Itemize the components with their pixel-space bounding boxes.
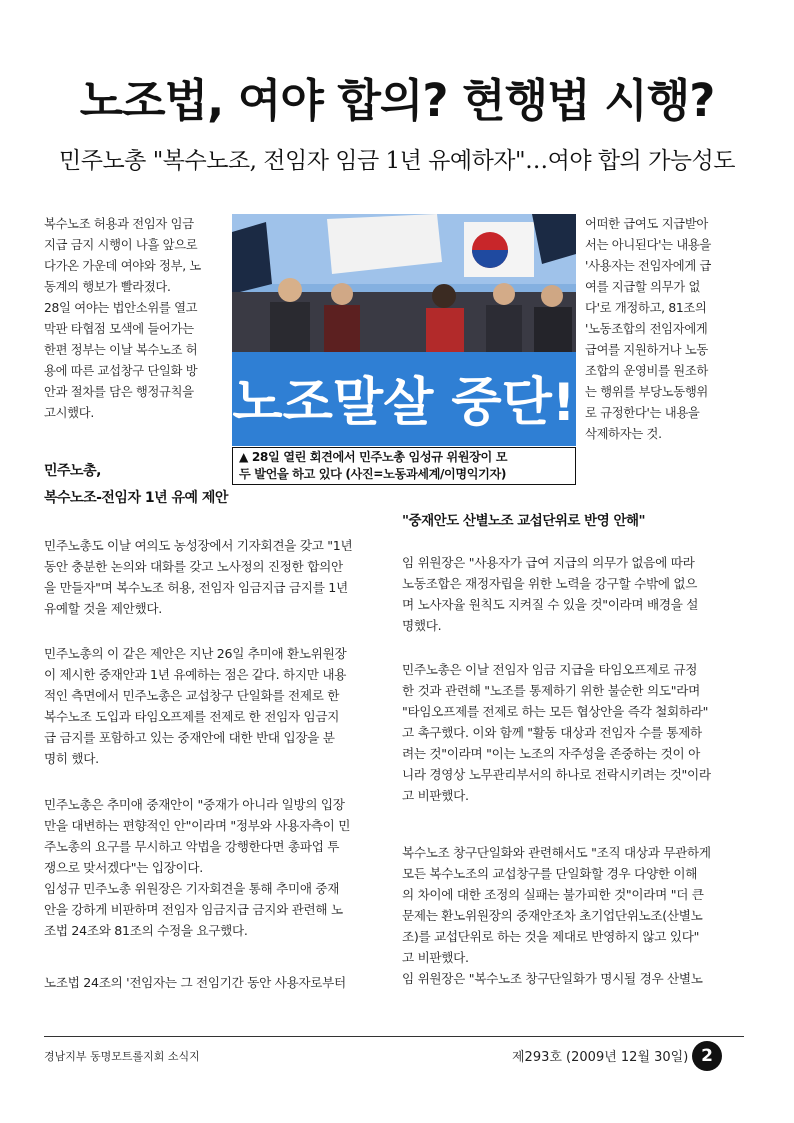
section-heading-mediation: "중재안도 산별노조 교섭단위로 반영 안해" [402, 513, 646, 529]
photo-caption: ▲ 28일 열린 회견에서 민주노총 임성규 위원장이 모 두 발언을 하고 있다 (사진=노동과세계/이명익기자) [232, 447, 576, 485]
page-number: 2 [692, 1041, 722, 1071]
footer-issue: 제293호 (2009년 12월 30일) [512, 1050, 689, 1065]
left-body-paragraph-2: 민주노총의 이 같은 제안은 지난 26일 추미애 환노위원장 이 제시한 중재안과 1년 유예하는 점은 같다. 하지만 내용 적인 측면에서 민주노총은 교섭창구 단일화를 전제로 한 복수노조 도입과 타임오프제를 전제로 한 전임자 임금지 급 금지를 포함하고 있는 중재안에 대한 반대 입장을 분 명히 했다. [44, 646, 347, 766]
left-intro-paragraph: 복수노조 허용과 전임자 임금 지급 금지 시행이 나흘 앞으로 다가온 가운데 여야와 정부, 노 동계의 행보가 빨라졌다. 28일 여야는 법안소위를 열고 막판 타협점 모색에 들어가는 한편 정부는 이날 복수노조 허 용에 따른 교섭창구 단일화 방 안과 절차를 담은 행정규칙을 고시했다. [44, 217, 201, 420]
headline: 노조법, 여야 합의? 현행법 시행? [79, 74, 715, 127]
protest-photo-illustration [232, 214, 576, 446]
subheadline: 민주노총 "복수노조, 전임자 임금 1년 유예하자"…여야 합의 가능성도 [59, 148, 735, 174]
right-intro-paragraph: 어떠한 급여도 지급받아 서는 아니된다'는 내용을 '사용자는 전임자에게 급 여를 지급할 의무가 없 다'로 개정하고, 81조의 '노동조합의 전임자에게 급여를 지원하거나 노동 조합의 운영비를 원조하 는 행위를 부당노동행위 로 규정한다'는 내용을 삭제하자는 것. [585, 217, 712, 441]
footer-rule [44, 1036, 744, 1037]
footer-publication: 경남지부 동명모트롤지회 소식지 [44, 1050, 200, 1063]
protest-sign-text: 노조말살 중단! [232, 373, 576, 433]
left-body-paragraph-4: 노조법 24조의 '전임자는 그 전임기간 동안 사용자로부터 [44, 975, 346, 990]
left-body-paragraph-3: 민주노총은 추미애 중재안이 "중재가 아니라 일방의 입장 만을 대변하는 편향적인 안"이라며 "정부와 사용자측이 민 주노총의 요구를 무시하고 악법을 강행한다면 총파업 투 쟁으로 맞서겠다"는 입장이다. 임성규 민주노총 위원장은 기자회견을 통해 추미애 중재 안을 강하게 비판하며 전임자 임금지급 금지와 관련해 노 조법 24조와 81조의 수정을 요구했다. [44, 797, 351, 938]
right-body-paragraph-2: 민주노총은 이날 전임자 임금 지급을 타임오프제로 규정 한 것과 관련해 "노조를 통제하기 위한 불순한 의도"라며 "타임오프제를 전제로 하는 모든 협상안을 즉각 철회하라" 고 촉구했다. 이와 함께 "활동 대상과 전임자 수를 통제하 려는 것"이라며 "이는 노조의 자주성을 존중하는 것이 아 니라 경영상 노무관리부서의 하나로 전락시키려는 것"이라 고 비판했다. [402, 662, 711, 803]
left-body-paragraph-1: 민주노총도 이날 여의도 농성장에서 기자회견을 갖고 "1년 동안 충분한 논의와 대화를 갖고 노사정의 진정한 합의안 을 만들자"며 복수노조 허용, 전임자 임금지급 금지를 1년 유예할 것을 제안했다. [44, 538, 353, 616]
right-body-paragraph-3: 복수노조 창구단일화와 관련해서도 "조직 대상과 무관하게 모든 복수노조의 교섭창구를 단일화할 경우 다양한 이해 의 차이에 대한 조정의 실패는 불가피한 것"이라며 "더 큰 문제는 환노위원장의 중재안조차 초기업단위노조(산별노 조)를 교섭단위로 하는 것을 제대로 반영하지 않고 있다" 고 비판했다. 임 위원장은 "복수노조 창구단일화가 명시될 경우 산별노 [402, 845, 711, 986]
section-heading-proposal: 민주노총, 복수노조-전임자 1년 유예 제안 [44, 463, 228, 506]
right-body-paragraph-1: 임 위원장은 "사용자가 급여 지급의 의무가 없음에 따라 노동조합은 재정자립을 위한 노력을 강구할 수밖에 없으 며 노사자율 원칙도 지켜질 수 있을 것"이라며 배경을 설 명했다. [402, 555, 699, 633]
news-photo [232, 214, 576, 446]
